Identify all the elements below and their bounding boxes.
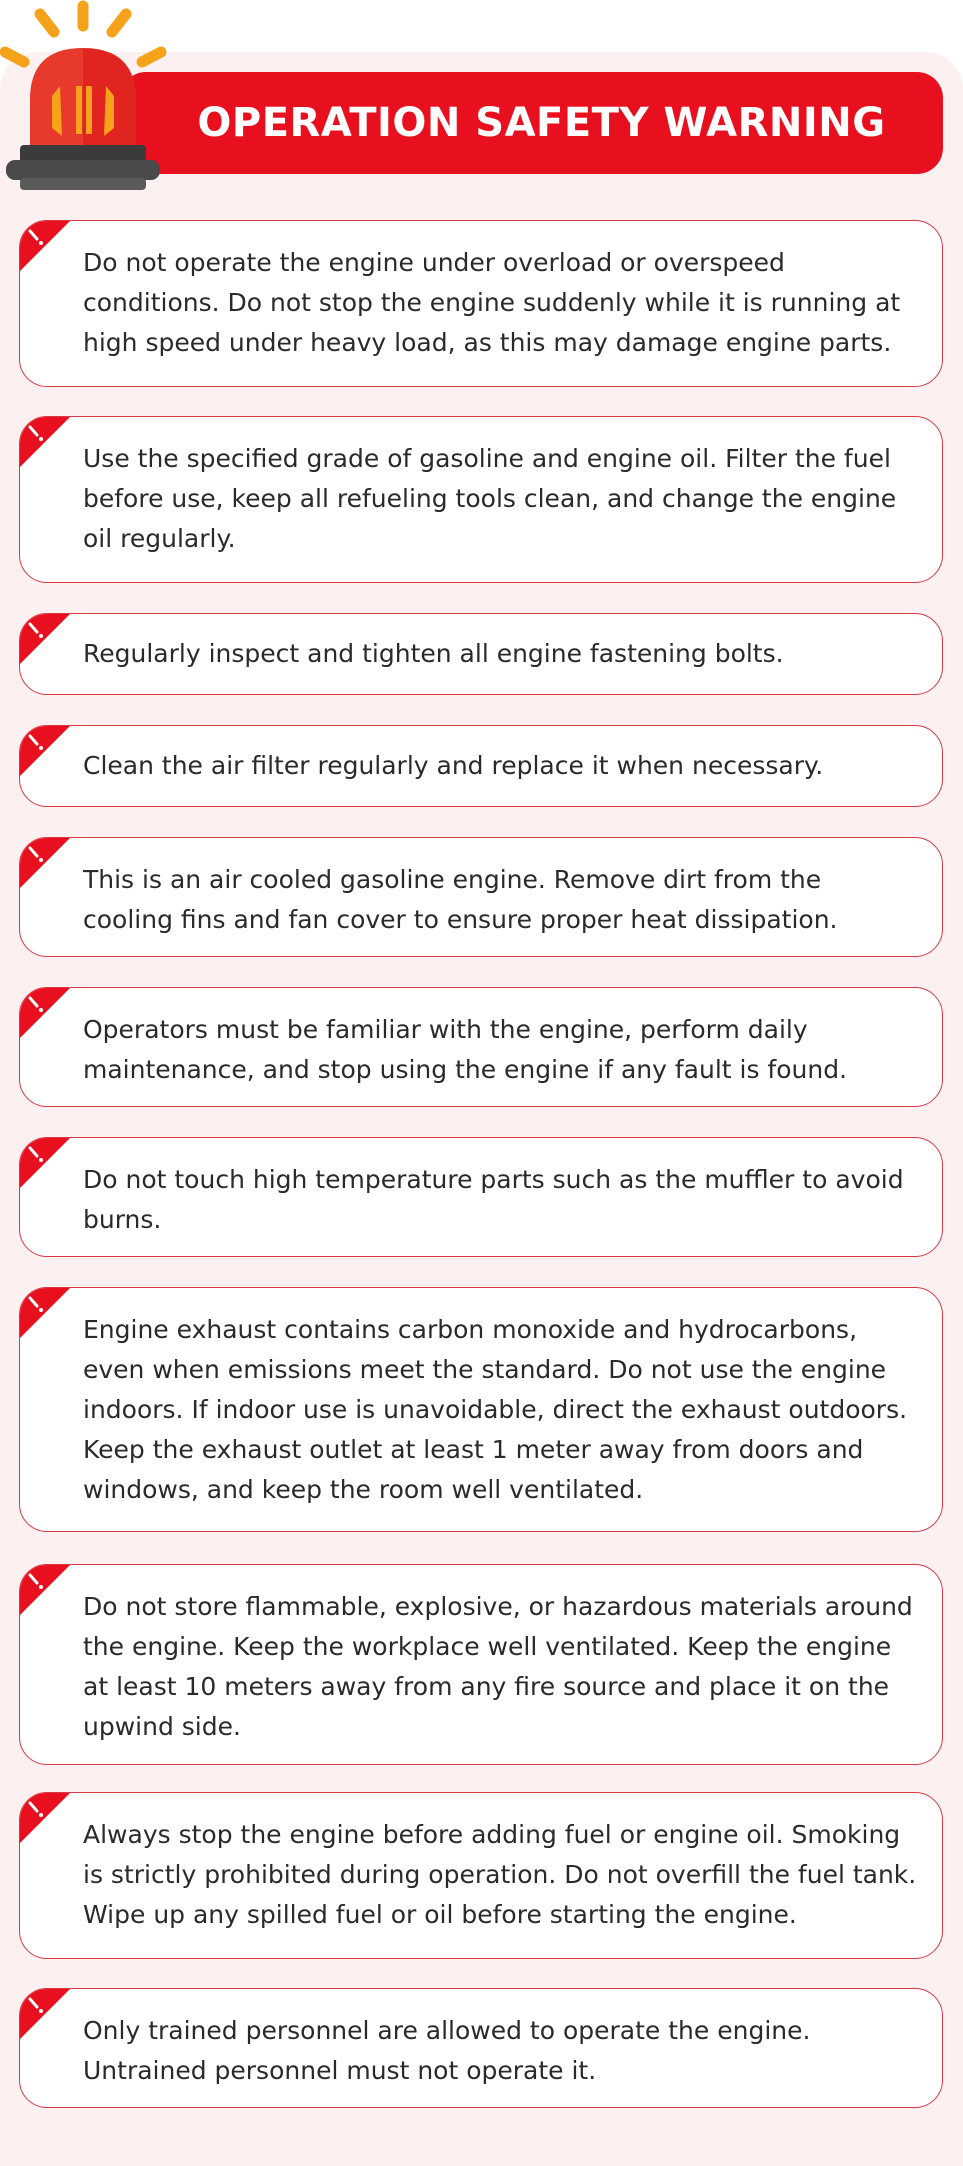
warning-card bbox=[19, 1137, 943, 1257]
warning-card bbox=[19, 1564, 943, 1765]
page-title: OPERATION SAFETY WARNING bbox=[197, 100, 886, 146]
warning-card bbox=[19, 837, 943, 957]
warning-card bbox=[19, 1988, 943, 2108]
warning-text: Regularly inspect and tighten all engine fastening bolts. bbox=[83, 639, 784, 668]
warning-card bbox=[19, 613, 943, 695]
warning-corner-icon bbox=[20, 838, 70, 888]
warning-text: Use the specified grade of gasoline and engine oil. Filter the fuel before use, keep all refueling tools clean, and change the engine oil regularly. bbox=[83, 444, 897, 553]
warning-corner-icon bbox=[20, 417, 70, 467]
warning-corner-icon bbox=[20, 1138, 70, 1188]
warning-corner-icon bbox=[20, 1793, 70, 1843]
warning-card bbox=[19, 220, 943, 387]
warning-card bbox=[19, 1287, 943, 1532]
warning-corner-icon bbox=[20, 1288, 70, 1338]
warning-corner-icon bbox=[20, 988, 70, 1038]
warning-text: Do not touch high temperature parts such as the muffler to avoid burns. bbox=[83, 1165, 904, 1234]
warning-text: Do not store flammable, explosive, or hazardous materials around the engine. Keep the workplace well ventilated. Keep the engine at least 10 meters away from any fire source and place it on the upwind side. bbox=[83, 1592, 913, 1741]
warning-corner-icon bbox=[20, 614, 70, 664]
warning-card bbox=[19, 987, 943, 1107]
warning-corner-icon bbox=[20, 726, 70, 776]
warning-text: Clean the air filter regularly and replace it when necessary. bbox=[83, 751, 824, 780]
warning-text: Do not operate the engine under overload or overspeed conditions. Do not stop the engine suddenly while it is running at high speed under heavy load, as this may damage engine parts. bbox=[83, 248, 901, 357]
warning-text: Only trained personnel are allowed to operate the engine. Untrained personnel must not operate it. bbox=[83, 2016, 811, 2085]
warning-card bbox=[19, 725, 943, 807]
warning-text: Engine exhaust contains carbon monoxide and hydrocarbons, even when emissions meet the standard. Do not use the engine indoors. If indoor use is unavoidable, direct the exhaust outdoors. Keep the exhaust outlet at least 1 meter away from doors and windows, and keep the room well ventilated. bbox=[83, 1315, 908, 1504]
warning-corner-icon bbox=[20, 1565, 70, 1615]
warning-corner-icon bbox=[20, 221, 70, 271]
warning-text: Operators must be familiar with the engine, perform daily maintenance, and stop using the engine if any fault is found. bbox=[83, 1015, 848, 1084]
warning-card bbox=[19, 416, 943, 583]
warning-text: Always stop the engine before adding fuel or engine oil. Smoking is strictly prohibited during operation. Do not overfill the fuel tank. Wipe up any spilled fuel or oil before starting the engine. bbox=[83, 1820, 917, 1929]
warning-text: This is an air cooled gasoline engine. Remove dirt from the cooling fins and fan cover to ensure proper heat dissipation. bbox=[83, 865, 838, 934]
warning-corner-icon bbox=[20, 1989, 70, 2039]
warning-card bbox=[19, 1792, 943, 1959]
